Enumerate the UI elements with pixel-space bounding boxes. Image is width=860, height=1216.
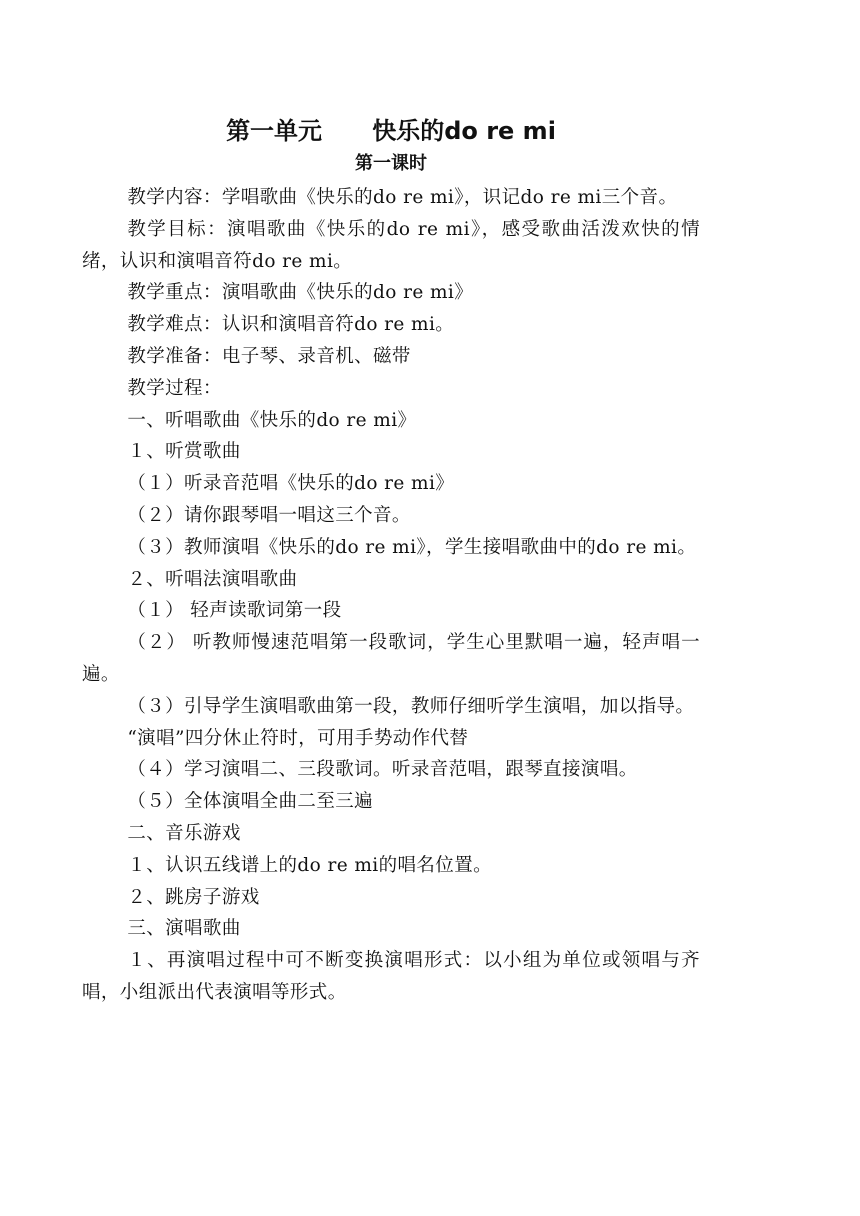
paragraph-teaching-difficulty: 教学难点：认识和演唱音符do re mi。 (127, 314, 455, 336)
list-item: （１）听录音范唱《快乐的do re mi》 (127, 473, 455, 495)
lesson-subtitle: 第一课时 (355, 153, 427, 174)
paragraph-teaching-focus: 教学重点：演唱歌曲《快乐的do re mi》 (127, 282, 474, 304)
list-item: ２、听唱法演唱歌曲 (127, 568, 298, 590)
list-item: （３）教师演唱《快乐的do re mi》，学生接唱歌曲中的do re mi。 (127, 536, 697, 558)
list-item: １、认识五线谱上的do re mi的唱名位置。 (127, 854, 493, 876)
list-item: （４）学习演唱二、三段歌词。听录音范唱，跟琴直接演唱。 (127, 759, 638, 781)
document-title: 第一单元 快乐的do re mi (226, 117, 556, 145)
section-heading-3: 三、演唱歌曲 (127, 918, 241, 940)
list-item: （１） 轻声读歌词第一段 (127, 600, 342, 622)
list-item: ２、跳房子游戏 (127, 886, 260, 908)
paragraph-teaching-content: 教学内容：学唱歌曲《快乐的do re mi》，识记do re mi三个音。 (127, 187, 678, 208)
list-item: １、再演唱过程中可不断变换演唱形式：以小组为单位或领唱与齐唱，小组派出代表演唱等形式。 (82, 950, 700, 1003)
list-item: “演唱”四分休止符时，可用手势动作代替 (127, 727, 469, 749)
list-item: （２） 听教师慢速范唱第一段歌词，学生心里默唱一遍，轻声唱一遍。 (82, 632, 700, 685)
list-item: （２）请你跟琴唱一唱这三个音。 (127, 504, 411, 526)
paragraph-teaching-preparation: 教学准备：电子琴、录音机、磁带 (127, 345, 411, 367)
document-page (82, 112, 700, 1009)
section-heading-2: 二、音乐游戏 (127, 822, 241, 844)
paragraph-teaching-goal: 教学目标：演唱歌曲《快乐的do re mi》，感受歌曲活泼欢快的情绪，认识和演唱音符do re mi。 (82, 218, 700, 272)
paragraph-teaching-process: 教学过程： (127, 377, 222, 399)
list-item: （３）引导学生演唱歌曲第一段，教师仔细听学生演唱，加以指导。 (127, 695, 695, 717)
list-item: １、听赏歌曲 (127, 441, 241, 463)
list-item: （５）全体演唱全曲二至三遍 (127, 791, 374, 813)
section-heading-1: 一、听唱歌曲《快乐的do re mi》 (127, 409, 417, 431)
